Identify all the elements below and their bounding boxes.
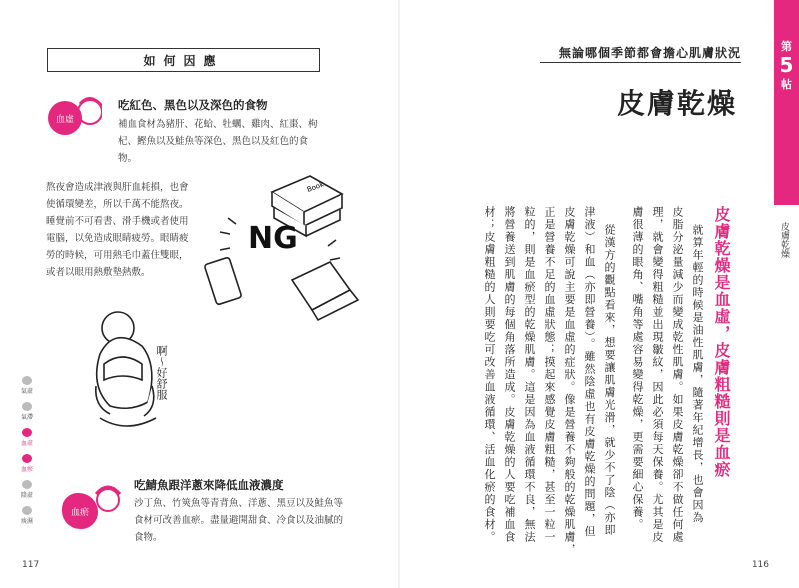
constitution-tabs	[16, 375, 38, 531]
late-night-note: 熬夜會造成津液與肝血耗損，也會使循環變差，所以千萬不能熬夜。睡覺前不可看書、滑手機或者使用電腦，以免造成眼睛疲勞。眼睛疲勞的時候，可用熱毛巾蓋住雙眼，或者以眼用熱敷墊熱敷。	[46, 182, 189, 278]
page-header: 無論哪個季節都會擔心肌膚狀況	[558, 46, 741, 60]
blood-deficiency-icon	[22, 428, 32, 437]
section1-body: 補血食材為豬肝、花蛤、牡蠣、雞肉、紅棗、枸杞、鰹魚以及鮭魚等深色、黑色以及紅色的食物。	[118, 119, 318, 164]
qi-stagnation-icon	[22, 402, 32, 411]
page-number-right: 116	[751, 560, 769, 570]
chapter-number: 5	[779, 53, 794, 77]
body-column-8: 正是營養不足的血虛狀態；摸起來感覺皮膚粗糙，甚至一粒一	[543, 206, 556, 544]
chapter-tab	[774, 0, 799, 205]
woman-face-icon	[90, 480, 126, 522]
woman-face-icon	[60, 92, 102, 136]
body-column-3: 理，就會變得粗糙並出現皺紋，因此必須每天保養。尤其是皮	[651, 206, 664, 544]
page-number-left: 117	[22, 560, 40, 570]
phlegm-dampness-icon	[22, 506, 32, 515]
book-label: Book	[305, 180, 326, 194]
page-title: 皮膚乾燥	[616, 87, 737, 120]
woman-speech-text: 啊～好舒服	[155, 345, 168, 400]
body-column-2: 皮脂分泌量減少而變成乾性肌膚。如果皮膚乾燥卻不做任何處	[671, 206, 684, 544]
tab-blood-stasis: 血瘀	[16, 453, 38, 473]
ng-devices-illustration	[190, 170, 370, 330]
badge-label: 血虛	[55, 114, 74, 125]
ng-label: NG	[248, 221, 298, 256]
body-column-4: 膚很薄的眼角、嘴角等處容易變得乾燥，更需要細心保養。	[631, 206, 644, 531]
body-column-6: 津液）和血（亦即營養）。雖然陰虛也有皮膚乾燥的問題，但	[583, 206, 596, 538]
pink-heading: 皮膚乾燥是血虛，皮膚粗糙則是血瘀	[712, 206, 731, 478]
body-column-9: 粒的，則是血瘀型的乾燥肌膚。這是因為血液循環不良，無法	[523, 206, 536, 544]
body-column-5: 從漢方的觀點看來，想要讓肌膚光滑，就少不了陰（亦即	[603, 224, 616, 537]
chapter-prefix: 第	[781, 40, 792, 53]
section1-title: 吃紅色、黑色以及深色的食物	[118, 98, 268, 112]
tab-qi-stagnation: 氣滯	[16, 401, 38, 421]
badge-label: 血瘀	[70, 507, 89, 518]
body-column-1: 就算年輕的時候是油性肌膚，隨著年紀增長，也會因為	[691, 224, 704, 524]
left-page	[0, 0, 399, 588]
tab-qi-deficiency: 氣虛	[16, 375, 38, 395]
woman-with-towel-illustration	[70, 306, 190, 436]
body-column-10: 將營養送到肌膚的每個角落所造成。皮膚乾燥的人要吃補血食	[503, 206, 516, 544]
yin-deficiency-icon	[22, 480, 32, 489]
right-page	[400, 0, 799, 588]
tab-phlegm-dampness: 痰濕	[16, 505, 38, 525]
body-column-11: 材；皮膚粗糙的人則要吃可改善血液循環、活血化瘀的食材。	[483, 206, 496, 544]
body-column-7: 皮膚乾燥可說主要是血虛的症狀。像是營養不夠般的乾燥肌膚，	[563, 206, 576, 556]
qi-deficiency-icon	[22, 376, 32, 385]
how-to-respond-heading: 如何因應	[47, 48, 320, 72]
section2-title: 吃鯖魚跟洋蔥來降低血液濃度	[134, 478, 284, 492]
blood-stasis-icon	[22, 454, 32, 463]
running-section-label: 皮膚乾燥	[779, 222, 789, 258]
section2-body: 沙丁魚、竹筴魚等青背魚、洋蔥、黑豆以及鮭魚等食材可改善血瘀。盡量避開甜食、冷食以及油膩的食物。	[134, 498, 344, 543]
tab-yin-deficiency: 陰虛	[16, 479, 38, 499]
chapter-suffix: 帖	[781, 78, 792, 91]
header-divider	[540, 62, 741, 63]
tab-blood-deficiency: 血虛	[16, 427, 38, 447]
